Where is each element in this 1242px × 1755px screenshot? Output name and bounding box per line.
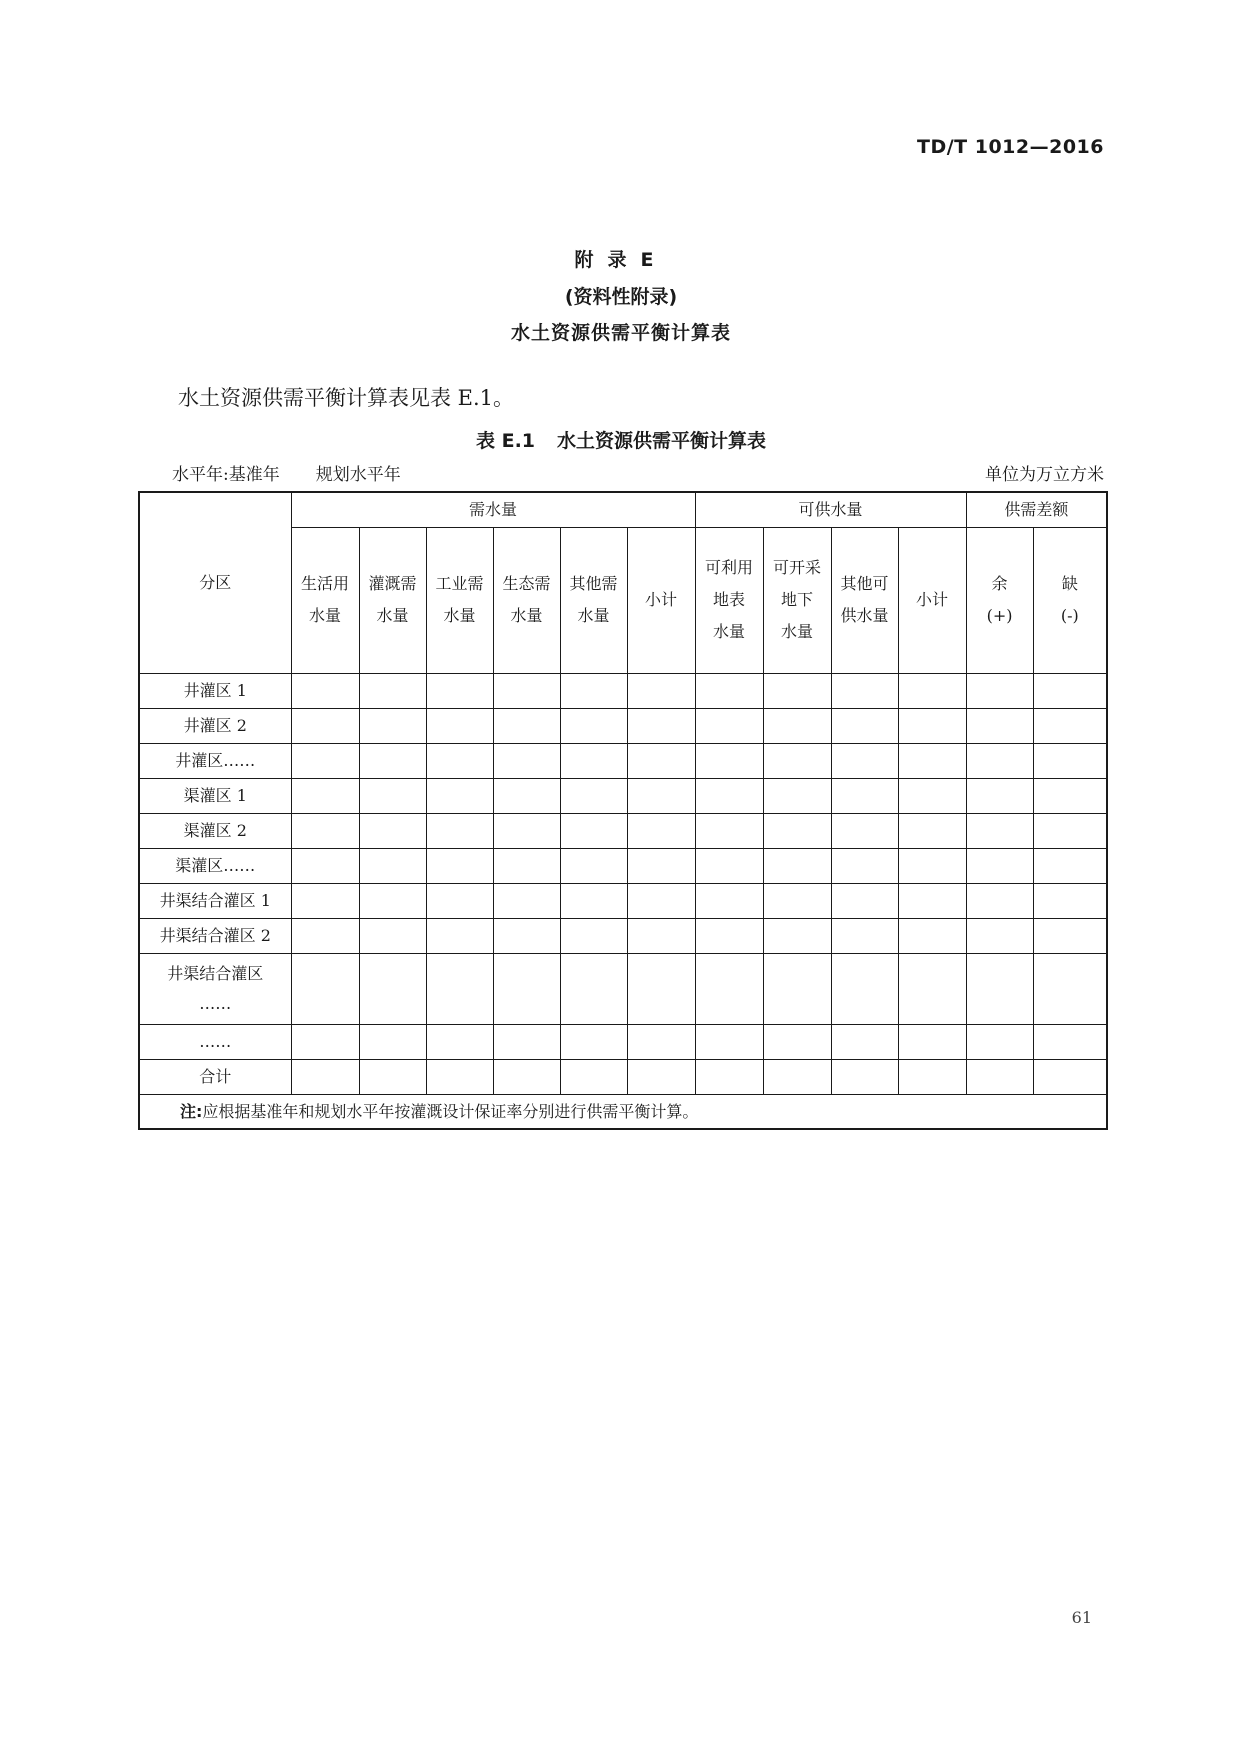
demand-column-header [493, 527, 560, 673]
empty-cell [291, 953, 359, 1024]
balance-column-header-line: (+) [986, 606, 1013, 625]
empty-cell [493, 813, 560, 848]
empty-cell [763, 708, 831, 743]
intro-paragraph: 水土资源供需平衡计算表见表 E.1。 [178, 386, 515, 410]
empty-cell [291, 778, 359, 813]
supply-column-header-line: 小计 [916, 590, 949, 609]
empty-cell [560, 953, 627, 1024]
table-caption [0, 426, 1242, 453]
empty-cell [1033, 708, 1107, 743]
empty-cell [898, 953, 966, 1024]
empty-cell [359, 673, 426, 708]
empty-cell [898, 743, 966, 778]
empty-cell [695, 743, 763, 778]
empty-cell [627, 673, 695, 708]
empty-cell [291, 883, 359, 918]
empty-cell [695, 918, 763, 953]
supply-column-header-line: 地表 [713, 590, 746, 609]
empty-cell [291, 708, 359, 743]
empty-cell [493, 1024, 560, 1059]
supply-column-header-line: 可开采 [773, 558, 822, 577]
empty-cell [560, 708, 627, 743]
demand-column-header-line: 水量 [308, 606, 341, 625]
standard-code: TD/T 1012—2016 [916, 136, 1104, 158]
empty-cell [695, 1059, 763, 1094]
empty-cell [763, 918, 831, 953]
row-label-line: 井渠结合灌区 2 [159, 925, 271, 945]
empty-cell [966, 813, 1033, 848]
demand-column-header-line: 生活用 [300, 574, 349, 593]
empty-cell [966, 953, 1033, 1024]
empty-cell [763, 1059, 831, 1094]
empty-cell [627, 918, 695, 953]
balance-column-header-line: 缺 [1061, 574, 1078, 593]
empty-cell [695, 1024, 763, 1059]
demand-column-header [426, 527, 493, 673]
table-caption-title: 水土资源供需平衡计算表 [557, 430, 767, 452]
balance-column-header [1033, 527, 1107, 673]
row-label-line: 渠灌区 2 [183, 820, 247, 840]
empty-cell [493, 778, 560, 813]
supply-column-header-line: 水量 [713, 622, 746, 641]
supply-column-header-line: 其他可 [840, 574, 889, 593]
empty-cell [627, 778, 695, 813]
empty-cell [831, 848, 898, 883]
empty-cell [560, 813, 627, 848]
empty-cell [1033, 918, 1107, 953]
row-label-line: 井灌区…… [175, 750, 256, 770]
empty-cell [831, 673, 898, 708]
row-label [139, 918, 291, 953]
empty-cell [898, 1059, 966, 1094]
table-row [139, 848, 1107, 883]
empty-cell [695, 883, 763, 918]
empty-cell [966, 918, 1033, 953]
group-header-supply: 可供水量 [695, 492, 966, 527]
table-row [139, 813, 1107, 848]
table-row [139, 778, 1107, 813]
empty-cell [1033, 883, 1107, 918]
supply-column-header [695, 527, 763, 673]
empty-cell [627, 743, 695, 778]
empty-cell [966, 1059, 1033, 1094]
empty-cell [831, 918, 898, 953]
empty-cell [898, 673, 966, 708]
row-label [139, 1024, 291, 1059]
table-row [139, 953, 1107, 1024]
empty-cell [359, 743, 426, 778]
empty-cell [560, 743, 627, 778]
table-meta-years [172, 460, 401, 485]
row-label [139, 778, 291, 813]
empty-cell [831, 743, 898, 778]
supply-column-header-line: 供水量 [840, 606, 889, 625]
group-header-demand: 需水量 [291, 492, 695, 527]
water-balance-table [138, 491, 1108, 1130]
table-row [139, 743, 1107, 778]
empty-cell [493, 918, 560, 953]
demand-column-header-line: 水量 [577, 606, 610, 625]
header-row-groups [139, 492, 1107, 527]
page-number: 61 [1071, 1608, 1092, 1627]
row-label-line: 渠灌区…… [175, 855, 256, 875]
appendix-name: 水土资源供需平衡计算表 [510, 322, 731, 344]
demand-column-header-line: 水量 [443, 606, 476, 625]
empty-cell [898, 778, 966, 813]
empty-cell [426, 673, 493, 708]
empty-cell [1033, 1059, 1107, 1094]
demand-column-header-line: 工业需 [435, 574, 484, 593]
demand-column-header [627, 527, 695, 673]
empty-cell [493, 1059, 560, 1094]
empty-cell [560, 883, 627, 918]
empty-cell [966, 883, 1033, 918]
empty-cell [695, 778, 763, 813]
row-label [139, 673, 291, 708]
empty-cell [359, 1059, 426, 1094]
empty-cell [627, 848, 695, 883]
empty-cell [627, 953, 695, 1024]
empty-cell [426, 918, 493, 953]
empty-cell [1033, 1024, 1107, 1059]
empty-cell [763, 813, 831, 848]
note-text: 应根据基准年和规划水平年按灌溉设计保证率分别进行供需平衡计算。 [202, 1101, 699, 1121]
empty-cell [695, 708, 763, 743]
empty-cell [426, 813, 493, 848]
empty-cell [831, 953, 898, 1024]
empty-cell [966, 743, 1033, 778]
empty-cell [560, 1024, 627, 1059]
group-header-balance: 供需差额 [966, 492, 1107, 527]
note-prefix: 注: [180, 1101, 203, 1121]
empty-cell [966, 708, 1033, 743]
empty-cell [560, 778, 627, 813]
empty-cell [359, 953, 426, 1024]
empty-cell [359, 848, 426, 883]
row-label [139, 953, 291, 1024]
row-label-line: …… [199, 1031, 232, 1051]
empty-cell [695, 953, 763, 1024]
corner-header: 分区 [139, 492, 291, 673]
demand-column-header-line: 灌溉需 [368, 574, 417, 593]
empty-cell [831, 813, 898, 848]
empty-cell [695, 813, 763, 848]
empty-cell [291, 848, 359, 883]
balance-column-header [966, 527, 1033, 673]
empty-cell [359, 1024, 426, 1059]
empty-cell [1033, 673, 1107, 708]
supply-column-header-line: 可利用 [705, 558, 754, 577]
empty-cell [763, 778, 831, 813]
row-label-line: 渠灌区 1 [183, 785, 247, 805]
table-row [139, 673, 1107, 708]
empty-cell [966, 778, 1033, 813]
supply-column-header-line: 水量 [781, 622, 814, 641]
empty-cell [763, 1024, 831, 1059]
demand-column-header-line: 水量 [376, 606, 409, 625]
row-label-line: 井渠结合灌区 1 [159, 890, 271, 910]
demand-column-header-line: 生态需 [502, 574, 551, 593]
table-body [139, 673, 1107, 1094]
empty-cell [426, 883, 493, 918]
empty-cell [966, 848, 1033, 883]
empty-cell [966, 1024, 1033, 1059]
supply-column-header [898, 527, 966, 673]
empty-cell [763, 673, 831, 708]
empty-cell [493, 673, 560, 708]
empty-cell [359, 883, 426, 918]
row-label [139, 813, 291, 848]
row-label [139, 848, 291, 883]
empty-cell [493, 953, 560, 1024]
row-label-line: 井灌区 1 [183, 680, 247, 700]
empty-cell [763, 848, 831, 883]
demand-column-header [560, 527, 627, 673]
empty-cell [898, 848, 966, 883]
empty-cell [493, 743, 560, 778]
row-label-line: 井渠结合灌区 [167, 963, 264, 983]
empty-cell [426, 1059, 493, 1094]
empty-cell [695, 848, 763, 883]
table-row [139, 708, 1107, 743]
empty-cell [291, 1024, 359, 1059]
table-row [139, 1024, 1107, 1059]
row-label [139, 883, 291, 918]
empty-cell [627, 708, 695, 743]
empty-cell [831, 1059, 898, 1094]
supply-column-header [763, 527, 831, 673]
table-caption-number: 表 E.1 [475, 430, 536, 452]
empty-cell [359, 778, 426, 813]
empty-cell [560, 1059, 627, 1094]
table-row [139, 918, 1107, 953]
row-label [139, 743, 291, 778]
empty-cell [426, 778, 493, 813]
empty-cell [831, 1024, 898, 1059]
empty-cell [831, 708, 898, 743]
empty-cell [831, 778, 898, 813]
unit-label: 单位为万立方米 [985, 465, 1104, 485]
balance-column-header-line: (-) [1060, 606, 1079, 625]
supply-column-header-line: 地下 [781, 590, 814, 609]
empty-cell [426, 743, 493, 778]
empty-cell [898, 1024, 966, 1059]
demand-column-header [359, 527, 426, 673]
empty-cell [898, 708, 966, 743]
empty-cell [1033, 813, 1107, 848]
empty-cell [426, 848, 493, 883]
empty-cell [898, 813, 966, 848]
empty-cell [898, 883, 966, 918]
empty-cell [627, 1059, 695, 1094]
empty-cell [627, 813, 695, 848]
empty-cell [831, 883, 898, 918]
empty-cell [560, 673, 627, 708]
demand-column-header-line: 其他需 [569, 574, 618, 593]
empty-cell [359, 918, 426, 953]
empty-cell [627, 883, 695, 918]
empty-cell [1033, 743, 1107, 778]
empty-cell [1033, 778, 1107, 813]
empty-cell [359, 708, 426, 743]
empty-cell [426, 953, 493, 1024]
table-note [139, 1094, 1107, 1129]
empty-cell [291, 673, 359, 708]
empty-cell [426, 708, 493, 743]
empty-cell [359, 813, 426, 848]
appendix-title: 附录E [574, 249, 668, 271]
empty-cell [560, 918, 627, 953]
row-label [139, 1059, 291, 1094]
empty-cell [493, 883, 560, 918]
empty-cell [493, 708, 560, 743]
empty-cell [627, 1024, 695, 1059]
demand-column-header [291, 527, 359, 673]
demand-column-header-line: 小计 [645, 590, 678, 609]
empty-cell [898, 918, 966, 953]
empty-cell [763, 883, 831, 918]
demand-column-header-line: 水量 [510, 606, 543, 625]
empty-cell [763, 743, 831, 778]
empty-cell [763, 953, 831, 1024]
planning-year-label: 规划水平年 [315, 465, 401, 485]
balance-column-header-line: 余 [991, 574, 1008, 593]
empty-cell [426, 1024, 493, 1059]
empty-cell [291, 918, 359, 953]
empty-cell [291, 1059, 359, 1094]
table-row [139, 883, 1107, 918]
empty-cell [291, 813, 359, 848]
row-label-line: 合计 [199, 1066, 232, 1086]
empty-cell [493, 848, 560, 883]
level-year-label: 水平年:基准年 [172, 465, 280, 485]
empty-cell [560, 848, 627, 883]
appendix-type: (资料性附录) [564, 286, 678, 308]
empty-cell [1033, 953, 1107, 1024]
row-label-line: 井灌区 2 [183, 715, 247, 735]
empty-cell [966, 673, 1033, 708]
supply-column-header [831, 527, 898, 673]
row-label [139, 708, 291, 743]
empty-cell [291, 743, 359, 778]
empty-cell [1033, 848, 1107, 883]
table-row [139, 1059, 1107, 1094]
row-label-line: …… [199, 993, 232, 1013]
empty-cell [695, 673, 763, 708]
note-row [139, 1094, 1107, 1129]
